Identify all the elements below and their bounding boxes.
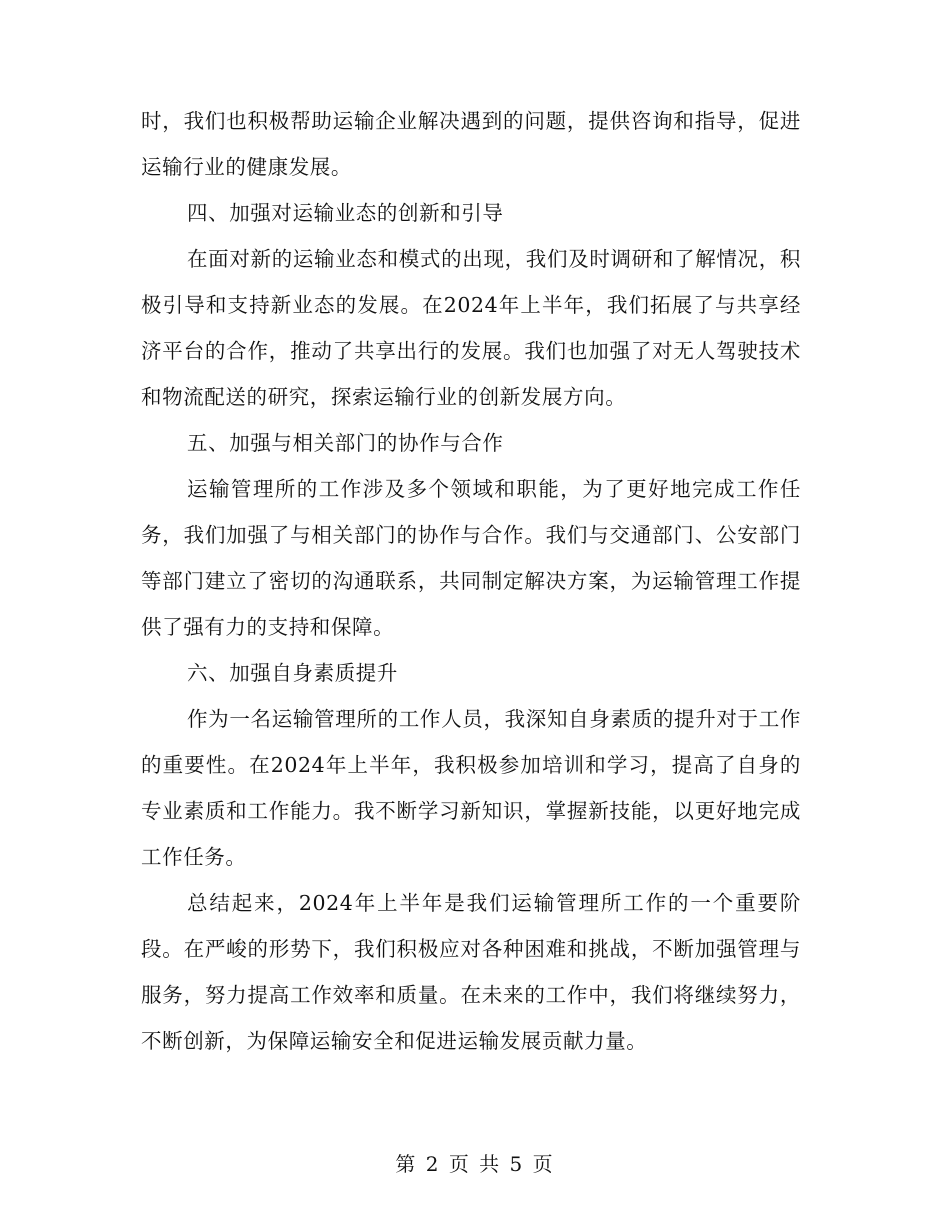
paragraph-continuation: 时，我们也积极帮助运输企业解决遇到的问题，提供咨询和指导，促进运输行业的健康发展。 (141, 109, 801, 179)
paragraph-summary: 总结起来，2024年上半年是我们运输管理所工作的一个重要阶段。在严峻的形势下，我们积极应对各种困难和挑战，不断加强管理与服务，努力提高工作效率和质量。在未来的工作中，我们将继续努力，不断创新，为保障运输安全和促进运输发展贡献力量。 (141, 891, 801, 1053)
page-number-footer: 第 2 页 共 5 页 (395, 1152, 555, 1176)
section-heading-4: 四、加强对运输业态的创新和引导 (187, 201, 504, 225)
paragraph-section-5: 运输管理所的工作涉及多个领域和职能，为了更好地完成工作任务，我们加强了与相关部门的协作与合作。我们与交通部门、公安部门等部门建立了密切的沟通联系，共同制定解决方案，为运输管理工作提供了强有力的支持和保障。 (141, 477, 801, 639)
section-heading-5: 五、加强与相关部门的协作与合作 (187, 431, 504, 455)
paragraph-section-4: 在面对新的运输业态和模式的出现，我们及时调研和了解情况，积极引导和支持新业态的发展。在2024年上半年，我们拓展了与共享经济平台的合作，推动了共享出行的发展。我们也加强了对无人驾驶技术和物流配送的研究，探索运输行业的创新发展方向。 (141, 247, 801, 409)
section-heading-6: 六、加强自身素质提升 (187, 661, 398, 685)
document-body (141, 98, 801, 1064)
paragraph-section-6: 作为一名运输管理所的工作人员，我深知自身素质的提升对于工作的重要性。在2024年上半年，我积极参加培训和学习，提高了自身的专业素质和工作能力。我不断学习新知识，掌握新技能，以更好地完成工作任务。 (141, 707, 801, 869)
